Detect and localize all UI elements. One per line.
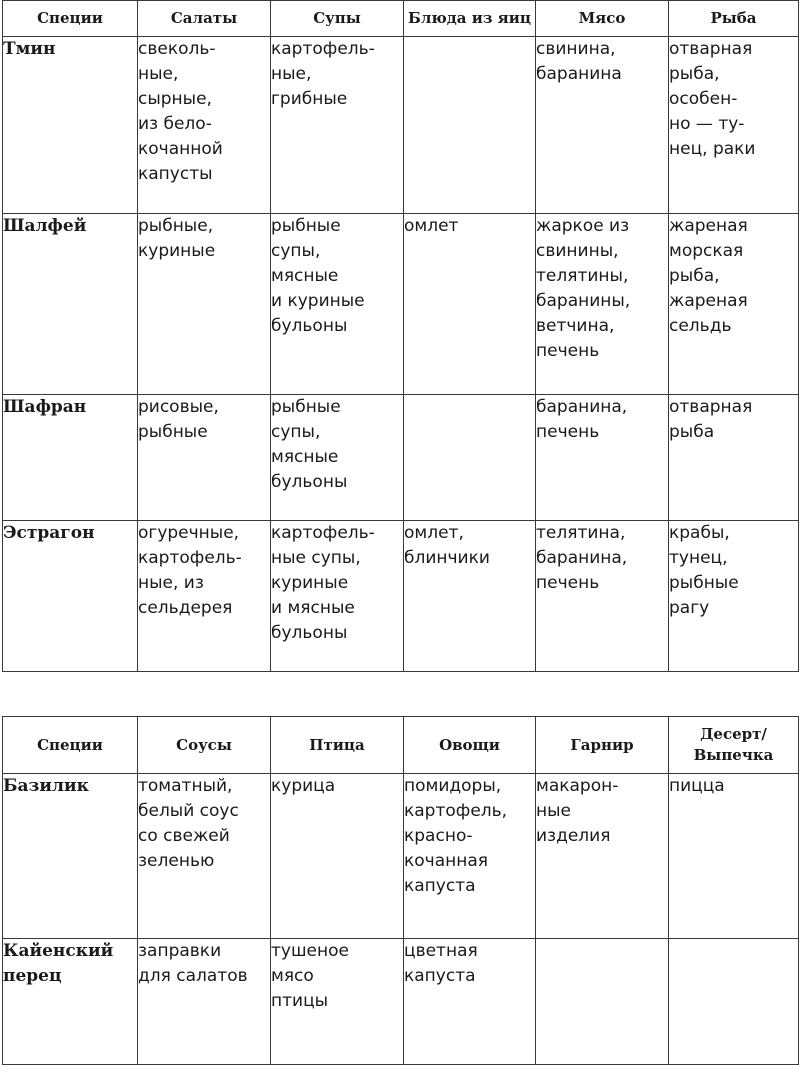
table-cell: телятина, баранина, печень [536,521,669,672]
table-cell: свинина, баранина [536,37,669,214]
header-fish: Рыба [669,1,799,37]
table-cell: огуречные, картофель- ные, из сельдерея [138,521,271,672]
header-salads: Салаты [138,1,271,37]
spice-name: Кайенский перец [3,939,138,1065]
header-meat: Мясо [536,1,669,37]
table-cell: рыбные супы, мясные бульоны [271,395,404,521]
spice-name: Базилик [3,774,138,939]
table-cell: макарон- ные изделия [536,774,669,939]
table-cell: пицца [669,774,799,939]
table-cell: свеколь- ные, сырные, из бело- кочанной капусты [138,37,271,214]
table-cell: жаркое из свинины, телятины, баранины, ветчина, печень [536,214,669,395]
table-cell [404,395,536,521]
table-cell: омлет, блинчики [404,521,536,672]
spice-name: Тмин [3,37,138,214]
spice-name: Эстрагон [3,521,138,672]
table-cell: картофель- ные, грибные [271,37,404,214]
table-cell: томатный, белый соус со свежей зеленью [138,774,271,939]
table-cell [404,37,536,214]
table-cell: баранина, печень [536,395,669,521]
table-cell: рыбные супы, мясные и куриные бульоны [271,214,404,395]
table-cell: тушеное мясо птицы [271,939,404,1065]
table-cell: отварная рыба [669,395,799,521]
header-poultry: Птица [271,717,404,774]
header-spices: Специи [3,1,138,37]
table-header-row [3,717,799,774]
header-side-dish: Гарнир [536,717,669,774]
table-row [3,37,799,214]
table-row [3,939,799,1065]
table-header-row [3,1,799,37]
header-soups: Супы [271,1,404,37]
table-cell: курица [271,774,404,939]
table-cell: заправки для салатов [138,939,271,1065]
spice-table-1 [2,0,799,672]
table-cell: омлет [404,214,536,395]
table-cell: жареная морская рыба, жареная сельдь [669,214,799,395]
table-cell: крабы, тунец, рыбные рагу [669,521,799,672]
table-row [3,214,799,395]
table-cell: рисовые, рыбные [138,395,271,521]
spice-name: Шалфей [3,214,138,395]
header-egg-dishes: Блюда из яиц [404,1,536,37]
header-spices: Специи [3,717,138,774]
spice-name: Шафран [3,395,138,521]
header-dessert-pastry: Десерт/ Выпечка [669,717,799,774]
header-sauces: Соусы [138,717,271,774]
table-row [3,774,799,939]
table-cell [536,939,669,1065]
table-cell: картофель- ные супы, куриные и мясные бульоны [271,521,404,672]
table-cell: рыбные, куриные [138,214,271,395]
table-cell: помидоры, картофель, красно- кочанная капуста [404,774,536,939]
table-row [3,395,799,521]
spice-table-2 [2,716,799,1065]
table-row [3,521,799,672]
table-cell: цветная капуста [404,939,536,1065]
table-cell [669,939,799,1065]
header-vegetables: Овощи [404,717,536,774]
table-cell: отварная рыба, особен- но — ту- нец, раки [669,37,799,214]
